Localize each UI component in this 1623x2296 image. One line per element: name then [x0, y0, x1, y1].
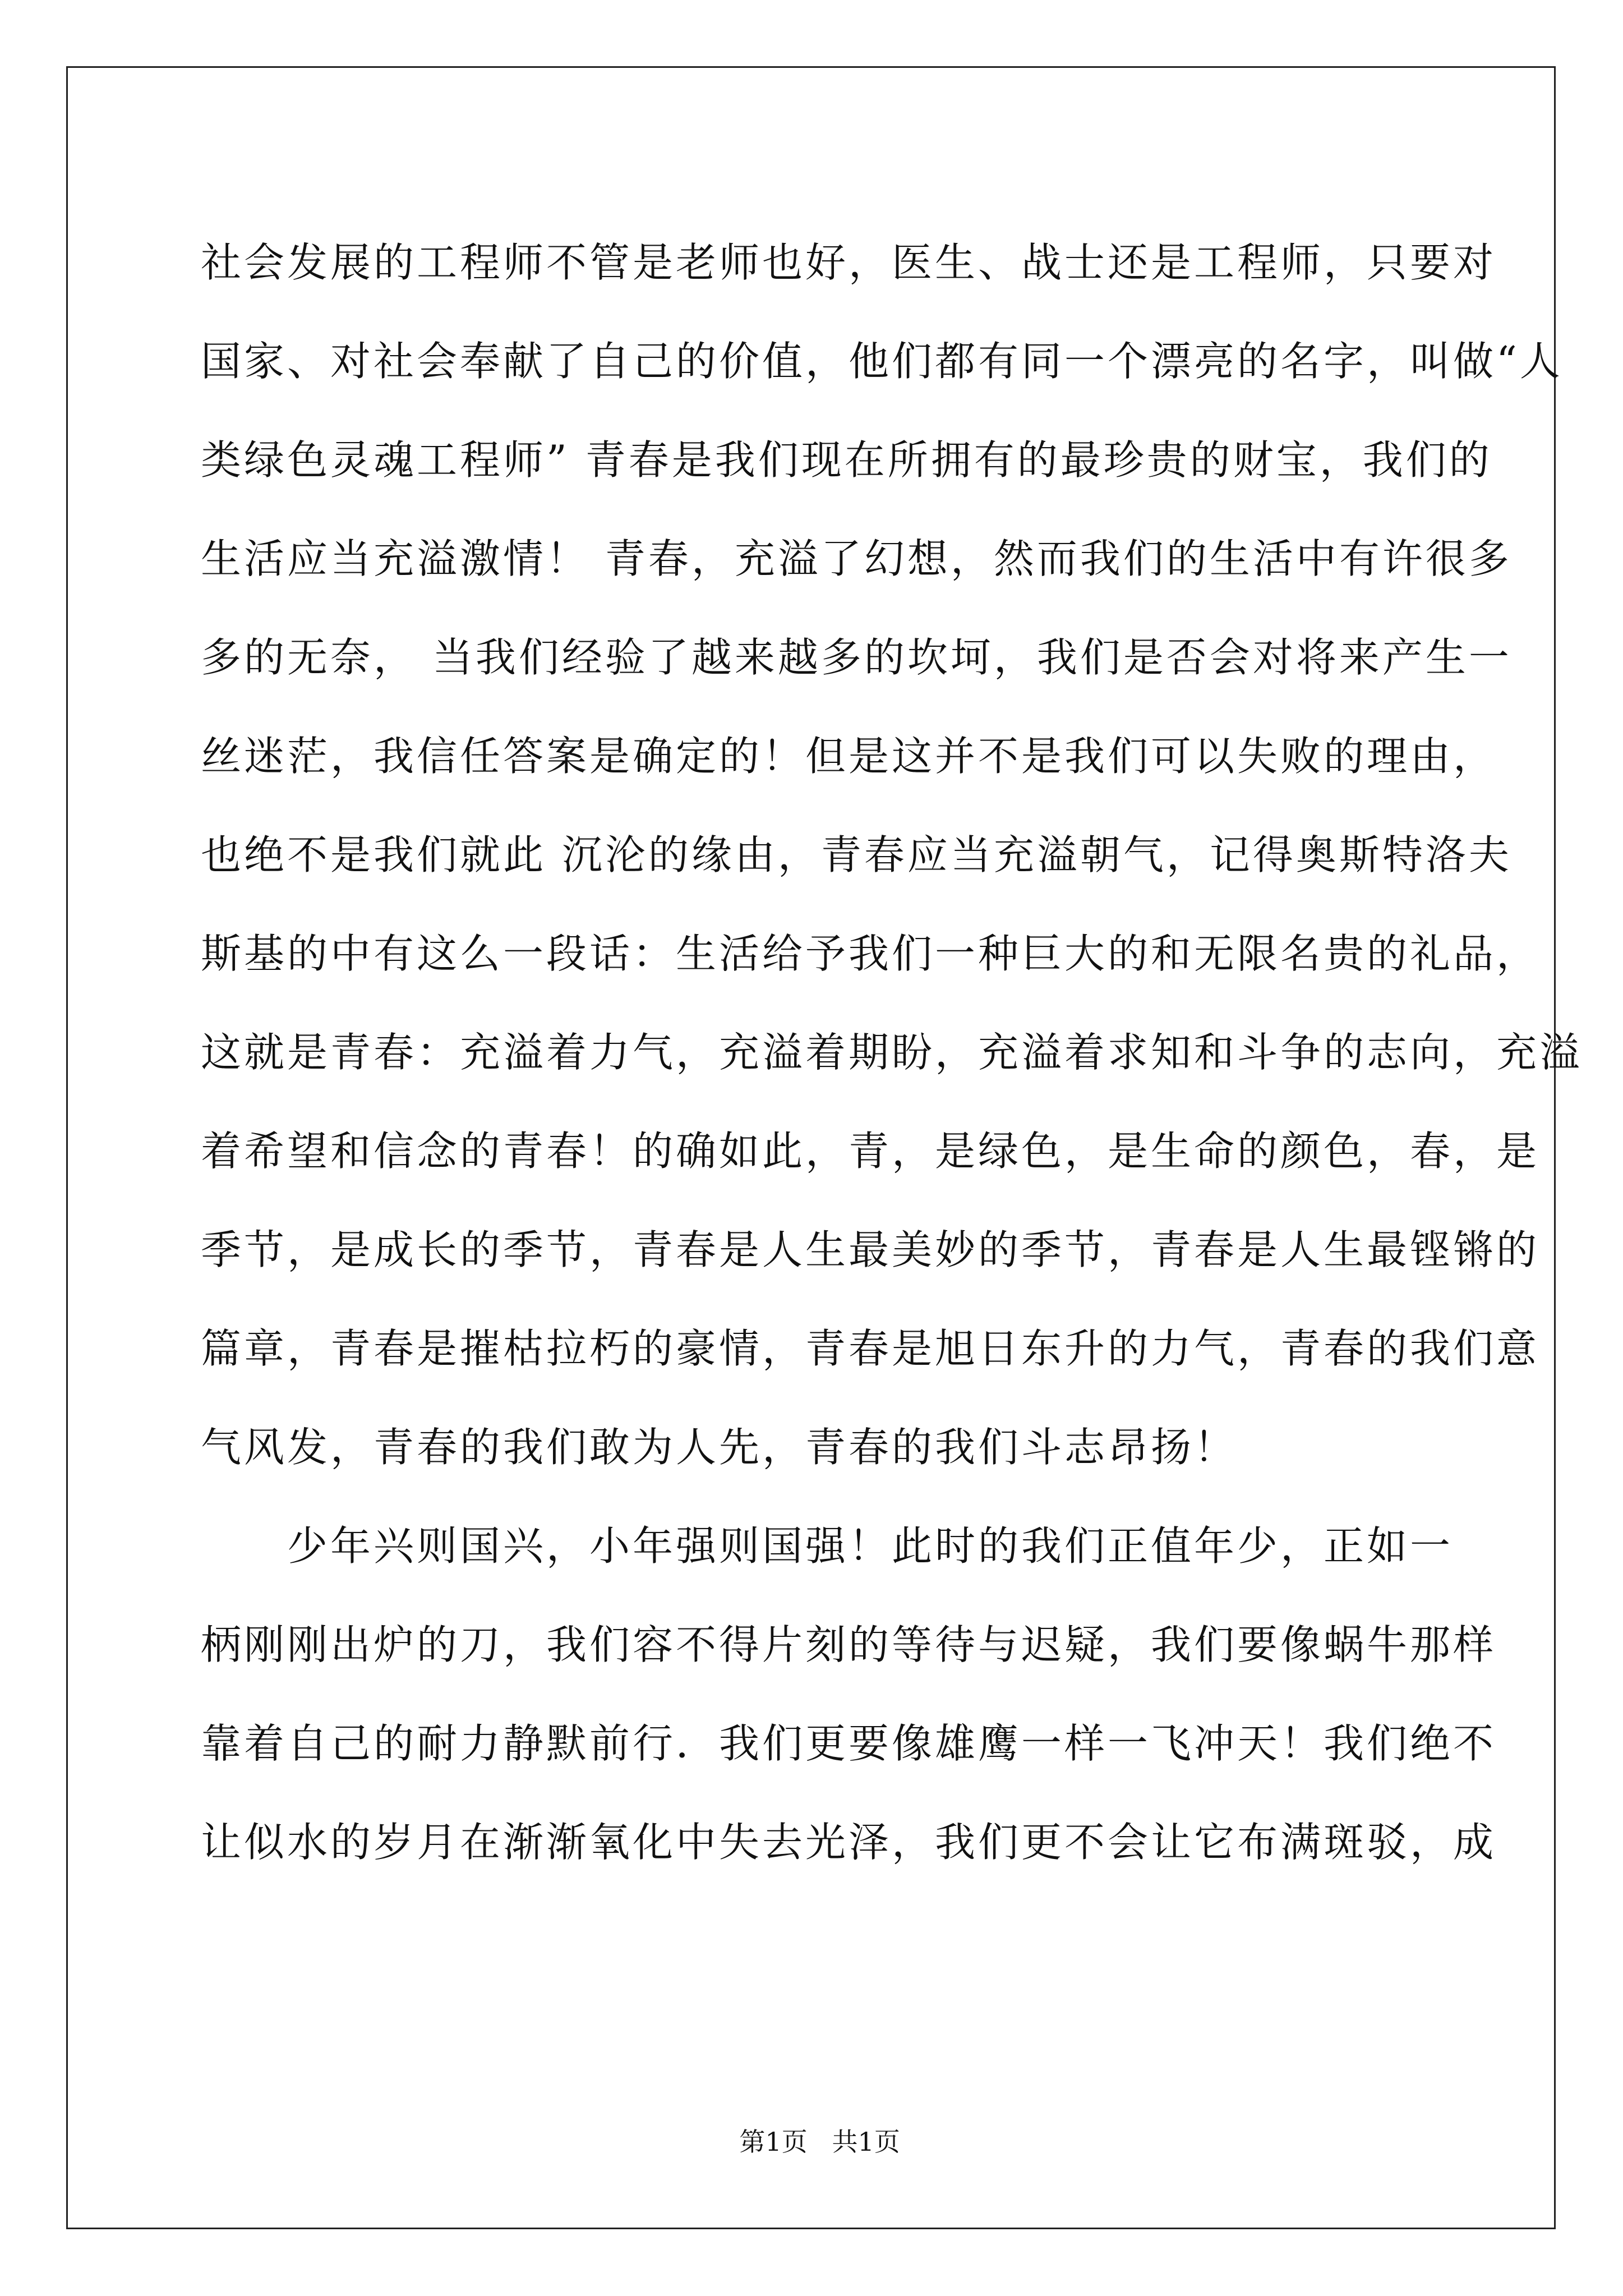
document-body	[201, 213, 1583, 1892]
page-footer	[0, 2091, 1623, 2159]
text-line: 靠着自己的耐力静默前行．我们更要像雄鹰一样一飞冲天！我们绝不	[201, 1720, 1497, 1767]
text-line: 季节，是成长的季节，青春是人生最美妙的季节，青春是人生最铿锵的	[201, 1226, 1540, 1273]
text-line: 柄刚刚出炉的刀，我们容不得片刻的等待与迟疑，我们要像蜗牛那样	[201, 1621, 1497, 1668]
text-line: 也绝不是我们就此 沉沦的缘由，青春应当充溢朝气，记得奥斯特洛夫	[201, 831, 1512, 878]
text-line: 这就是青春：充溢着力气，充溢着期盼，充溢着求知和斗争的志向，充溢	[201, 1029, 1583, 1076]
text-line: 社会发展的工程师不管是老师也好，医生、战士还是工程师，只要对	[201, 239, 1497, 286]
text-line: 让似水的岁月在渐渐氧化中失去光泽，我们更不会让它布满斑驳，成	[201, 1819, 1497, 1866]
text-line: 着希望和信念的青春！的确如此，青，是绿色，是生命的颜色，春，是	[201, 1128, 1540, 1175]
text-line: 类绿色灵魂工程师” 青春是我们现在所拥有的最珍贵的财宝，我们的	[201, 436, 1492, 484]
text-line: 篇章，青春是摧枯拉朽的豪情，青春是旭日东升的力气，青春的我们意	[201, 1325, 1540, 1372]
text-line: 生活应当充溢激情！ 青春，充溢了幻想，然而我们的生活中有许很多	[201, 535, 1512, 582]
page-number: 第1页 共1页	[739, 2127, 900, 2157]
text-line: 多的无奈， 当我们经验了越来越多的坎坷，我们是否会对将来产生一	[201, 634, 1512, 681]
text-line: 国家、对社会奉献了自己的价值，他们都有同一个漂亮的名字，叫做“人	[201, 338, 1563, 385]
text-line: 斯基的中有这么一段话：生活给予我们一种巨大的和无限名贵的礼品，	[201, 930, 1540, 977]
text-line: 丝迷茫，我信任答案是确定的！但是这并不是我们可以失败的理由，	[201, 733, 1497, 780]
text-line: 气风发，青春的我们敢为人先，青春的我们斗志昂扬！	[201, 1424, 1238, 1471]
text-line: 少年兴则国兴，小年强则国强！此时的我们正值年少，正如一	[201, 1522, 1454, 1570]
